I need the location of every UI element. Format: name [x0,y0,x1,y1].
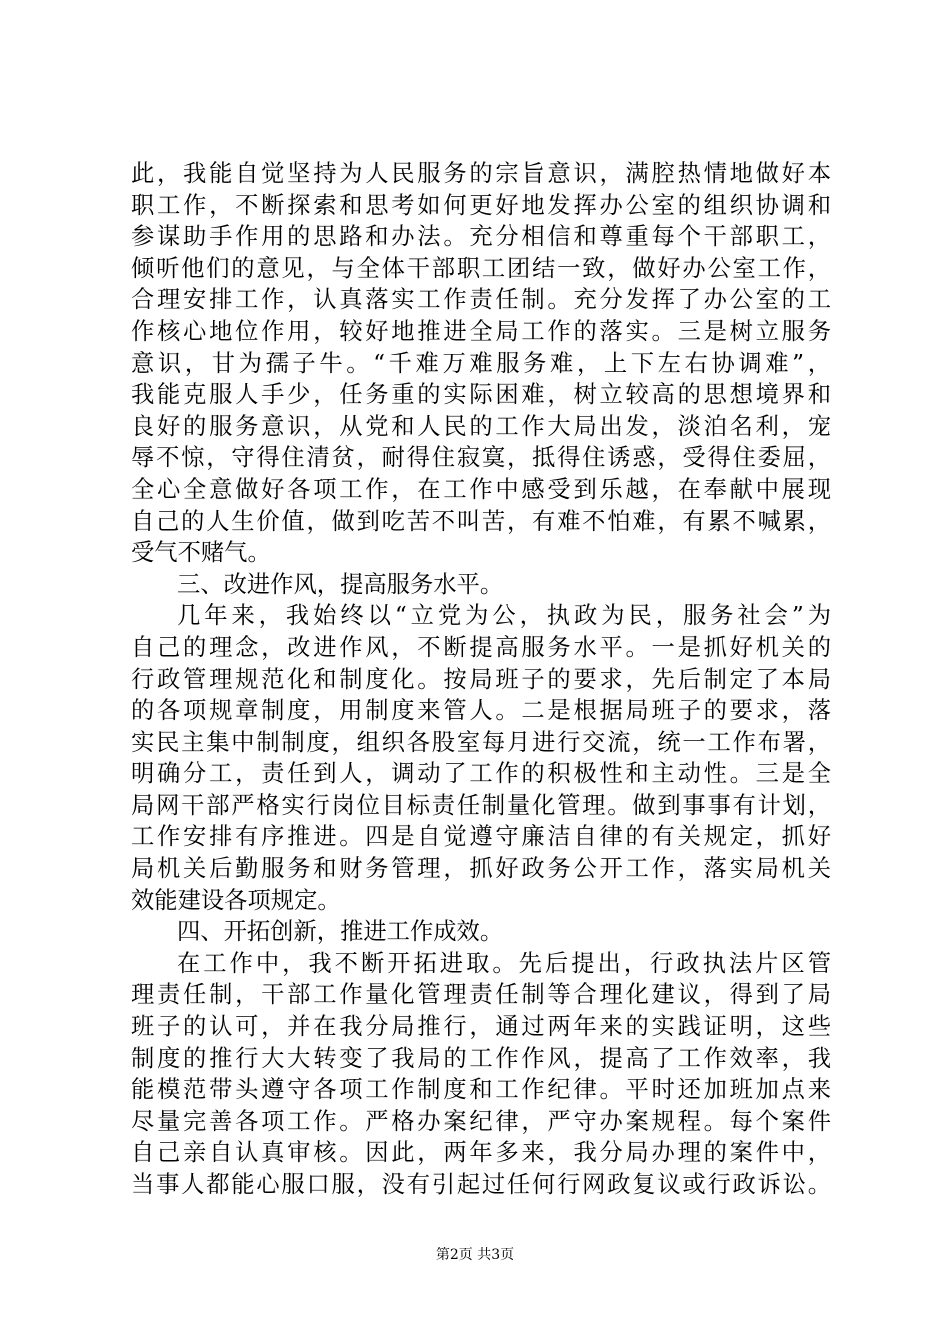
document-body [131,158,831,1201]
text-line: 制度的推行大大转变了我局的工作作风，提高了工作效率，我 [131,1044,831,1072]
text-line: 效能建设各项规定。 [131,886,341,914]
text-line: 合理安排工作，认真落实工作责任制。充分发挥了办公室的工 [131,286,831,314]
text-line: 实民主集中制制度，组织各股室每月进行交流，统一工作布署， [131,728,831,756]
text-line: 自己亲自认真审核。因此，两年多来，我分局办理的案件中， [131,1139,831,1167]
text-line: 自己的理念，改进作风，不断提高服务水平。一是抓好机关的 [131,633,831,661]
text-line: 的各项规章制度，用制度来管人。二是根据局班子的要求，落 [131,697,831,725]
text-line: 局网干部严格实行岗位目标责任制量化管理。做到事事有计划， [131,791,831,819]
paragraph-start-line: 在工作中，我不断开拓进取。先后提出，行政执法片区管 [177,949,831,977]
text-line: 理责任制，干部工作量化管理责任制等合理化建议，得到了局 [131,981,831,1009]
text-line: 自己的人生价值，做到吃苦不叫苦，有难不怕难，有累不喊累， [131,507,831,535]
text-line: 意识，甘为孺子牛。“千难万难服务难，上下左右协调难”， [131,349,831,377]
text-line: 我能克服人手少，任务重的实际困难，树立较高的思想境界和 [131,381,831,409]
text-line: 全心全意做好各项工作，在工作中感受到乐越，在奉献中展现 [131,475,831,503]
text-line: 辱不惊，守得住清贫，耐得住寂寞，抵得住诱惑，受得住委屈， [131,444,831,472]
page-footer: 第2页 共3页 [435,1247,515,1263]
text-line: 行政管理规范化和制度化。按局班子的要求，先后制定了本局 [131,665,831,693]
text-line: 班子的认可，并在我分局推行，通过两年来的实践证明，这些 [131,1013,831,1041]
paragraph-start-line: 四、开拓创新，推进工作成效。 [177,918,504,946]
text-line: 尽量完善各项工作。严格办案纪律，严守办案规程。每个案件 [131,1107,831,1135]
paragraph-start-line: 几年来，我始终以“立党为公，执政为民，服务社会”为 [177,602,831,630]
text-line: 此，我能自觉坚持为人民服务的宗旨意识，满腔热情地做好本 [131,160,831,187]
text-line: 作核心地位作用，较好地推进全局工作的落实。三是树立服务 [131,317,831,345]
text-line: 能模范带头遵守各项工作制度和工作纪律。平时还加班加点来 [131,1076,831,1104]
text-line: 工作安排有序推进。四是自觉遵守廉洁自律的有关规定，抓好 [131,823,831,851]
text-line: 参谋助手作用的思路和办法。充分相信和尊重每个干部职工， [131,223,831,251]
text-line: 良好的服务意识，从党和人民的工作大局出发，淡泊名利，宠 [131,412,831,440]
paragraph-start-line: 三、改进作风，提高服务水平。 [177,570,504,598]
text-line: 局机关后勤服务和财务管理，抓好政务公开工作，落实局机关 [131,855,831,883]
text-line: 倾听他们的意见，与全体干部职工团结一致，做好办公室工作， [131,254,831,282]
text-line: 明确分工，责任到人，调动了工作的积极性和主动性。三是全 [131,760,831,788]
text-line: 当事人都能心服口服，没有引起过任何行网政复议或行政诉讼。 [131,1171,831,1198]
text-line: 受气不赌气。 [131,539,271,567]
text-line: 职工作，不断探索和思考如何更好地发挥办公室的组织协调和 [131,191,831,219]
